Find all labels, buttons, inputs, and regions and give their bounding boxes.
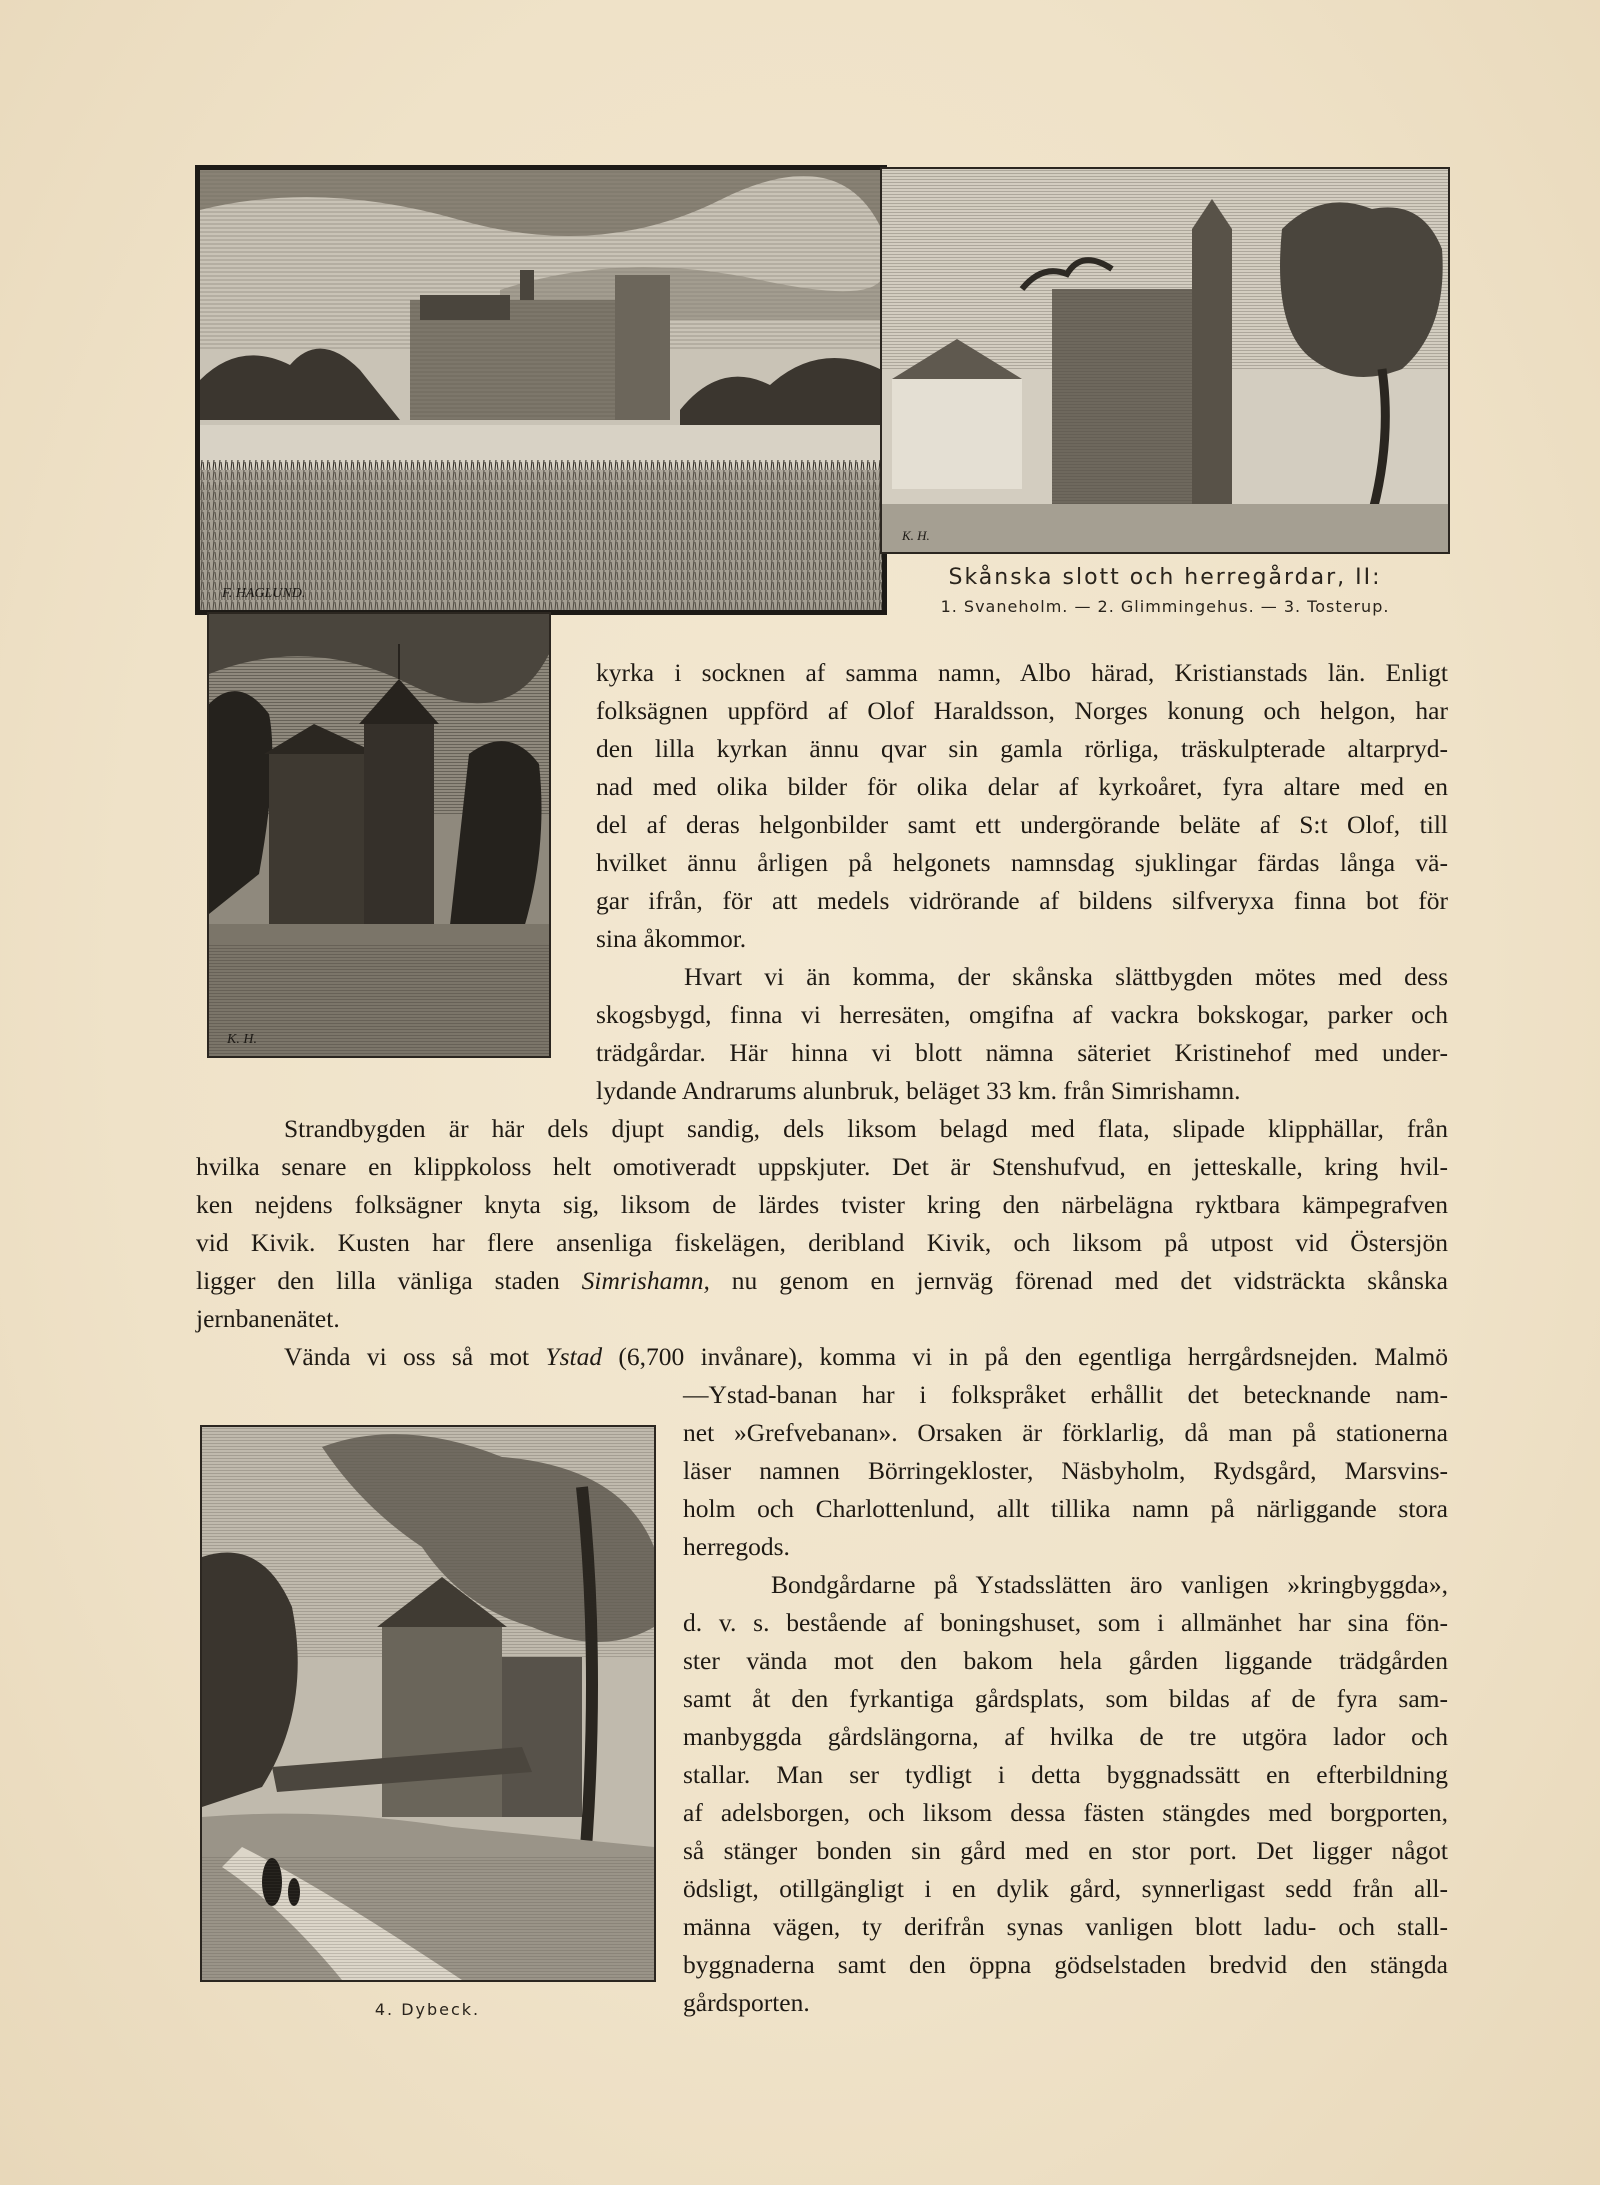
text-line: stallar. Man ser tydligt i detta byggnadssätt en efterbildning <box>683 1760 1448 1789</box>
text-line: lydande Andrarums alunbruk, beläget 33 km. från Simrishamn. <box>596 1076 1241 1105</box>
tosterup-signature: K. H. <box>227 1032 257 1047</box>
paragraph-2 <box>596 958 1448 1110</box>
text-line: af adelsborgen, och liksom dessa fästen stängdes med borgporten, <box>683 1798 1448 1827</box>
text-line: ster vända mot den bakom hela gården liggande trädgården <box>683 1646 1448 1675</box>
text-line: herregods. <box>683 1532 790 1561</box>
glimmingehus-signature: K. H. <box>902 528 930 543</box>
dybeck-engraving <box>200 1425 656 1982</box>
text-line: —Ystad-banan har i folkspråket erhållit det betecknande nam- <box>683 1380 1448 1409</box>
text-line: så stänger bonden sin gård med en stor port. Det ligger något <box>683 1836 1448 1865</box>
text-line: holm och Charlottenlund, allt tillika namn på närliggande stora <box>683 1494 1448 1523</box>
paragraph-5 <box>683 1566 1448 2022</box>
simrishamn-italic: Simrishamn, <box>581 1266 710 1295</box>
text-line: männa vägen, ty derifrån synas vanligen blott ladu- och stall- <box>683 1912 1448 1941</box>
paragraph-1 <box>596 654 1448 958</box>
text-line: ligger den lilla vänliga staden Simrishamn, nu genom en jernväg förenad med det vidsträckta skånska <box>196 1266 1448 1295</box>
text-line: skogsbygd, finna vi herresäten, omgifna af vackra bokskogar, parker och <box>596 1000 1448 1029</box>
paragraph-3 <box>196 1110 1448 1338</box>
paragraph-4-first-line <box>196 1338 1448 1376</box>
figure-title: Skånska slott och herregårdar, II: <box>948 565 1382 590</box>
glimmingehus-engraving <box>880 167 1450 554</box>
text-line: manbyggda gårdslängorna, af hvilka de tre utgöra lador och <box>683 1722 1448 1751</box>
text-line: Strandbygden är här dels djupt sandig, dels liksom belagd med flata, slipade klipphällar, från <box>284 1114 1448 1143</box>
text-line: folksägnen uppförd af Olof Haraldsson, Norges konung och helgon, har <box>596 696 1448 725</box>
text-line: Vända vi oss så mot Ystad (6,700 invånare), komma vi in på den egentliga herrgårdsnejden. Malmö <box>284 1342 1448 1371</box>
text-line: ödsligt, otillgängligt i en dylik gård, synnerligast sedd från all- <box>683 1874 1448 1903</box>
text-line: den lilla kyrkan ännu qvar sin gamla rörliga, träskulpterade altarpryd- <box>596 734 1448 763</box>
svaneholm-engraving <box>195 165 887 615</box>
text-line: ken nejdens folksägner knyta sig, liksom de lärdes tvister kring den närbelägna ryktbara kämpegrafven <box>196 1190 1448 1219</box>
text-line: kyrka i socknen af samma namn, Albo härad, Kristianstads län. Enligt <box>596 658 1448 687</box>
svaneholm-signature: F. HAGLUND. <box>222 586 306 601</box>
text-line: nad med olika bilder för olika delar af kyrkoåret, fyra altare med en <box>596 772 1448 801</box>
text-line: byggnaderna samt den öppna gödselstaden bredvid den stängda <box>683 1950 1448 1979</box>
text-line: hvilket ännu årligen på helgonets namnsdag sjuklingar färdas långa vä- <box>596 848 1448 877</box>
text-line: sina åkommor. <box>596 924 747 953</box>
text-line: gar ifrån, för att medels vidrörande af bildens silfveryxa finna bot för <box>596 886 1448 915</box>
text-line: del af deras helgonbilder samt ett undergörande beläte af S:t Olof, till <box>596 810 1448 839</box>
text-line: net »Grefvebanan». Orsaken är förklarlig, då man på stationerna <box>683 1418 1448 1447</box>
text-line: vid Kivik. Kusten har flere ansenliga fiskelägen, deribland Kivik, och liksom på utpost vid Östersjön <box>196 1228 1448 1257</box>
figure-list: 1. Svaneholm. — 2. Glimmingehus. — 3. Tosterup. <box>940 597 1390 616</box>
ystad-italic: Ystad <box>545 1342 603 1371</box>
tosterup-engraving <box>207 612 551 1058</box>
dybeck-caption: 4. Dybeck. <box>374 2000 481 2019</box>
text-line: gårdsporten. <box>683 1988 810 2017</box>
paragraph-4 <box>683 1376 1448 1566</box>
text-line: hvilka senare en klippkoloss helt omotiveradt uppskjuter. Det är Stenshufvud, en jetteskalle, kring hvil- <box>196 1152 1448 1181</box>
text-line: samt åt den fyrkantiga gårdsplats, som bildas af de fyra sam- <box>683 1684 1448 1713</box>
text-line: trädgårdar. Här hinna vi blott nämna säteriet Kristinehof med under- <box>596 1038 1448 1067</box>
text-line: Hvart vi än komma, der skånska slättbygden mötes med dess <box>684 962 1448 991</box>
text-line: d. v. s. bestående af boningshuset, som i allmänhet har sina fön- <box>683 1608 1448 1637</box>
text-line: Bondgårdarne på Ystadsslätten äro vanligen »kringbyggda», <box>771 1570 1448 1599</box>
text-line: jernbanenätet. <box>196 1304 340 1333</box>
text-line: läser namnen Börringekloster, Näsbyholm, Rydsgård, Marsvins- <box>683 1456 1448 1485</box>
